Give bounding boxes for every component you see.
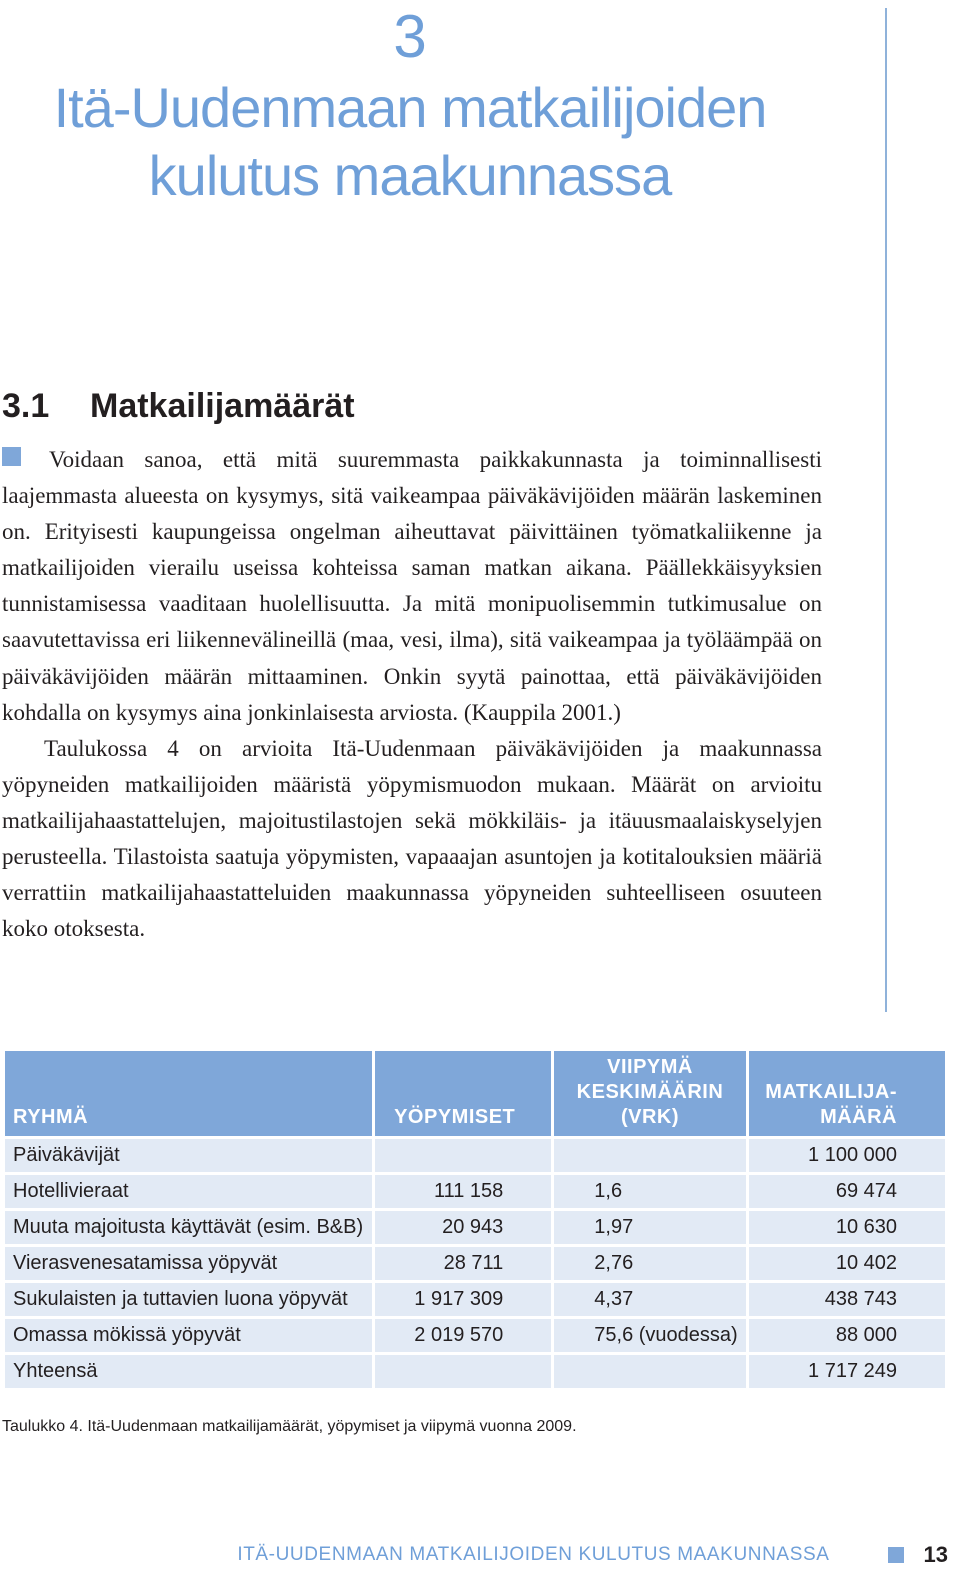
table-row (4, 1282, 947, 1318)
cell-stay: 1,97 (553, 1210, 747, 1246)
cell-count: 1 717 249 (747, 1354, 946, 1390)
cell-stay: 75,6 (vuodessa) (553, 1318, 747, 1354)
cell-count: 10 402 (747, 1246, 946, 1282)
paragraph (2, 442, 822, 731)
paragraph-text: Taulukossa 4 on arvioita Itä-Uudenmaan päiväkävijöiden ja maakunnassa yöpyneiden matkailijoiden määristä yöpymismuodon mukaan. Määrät on arvioitu matkailijahaastattelujen, majoitustilastojen sekä mökkiläis- ja itäuusmaalaiskyselyjen perusteella. Tilastoista saatuja yöpymisten, vapaaajan asuntojen ja kotitalouksien määriä verrattiin matkailijahaastatteluiden maakunnassa yöpyneiden suhteelliseen osuuteen koko otoksesta. (2, 735, 822, 942)
cell-count: 69 474 (747, 1174, 946, 1210)
cell-stay: 1,6 (553, 1174, 747, 1210)
header-stay: VIIPYMÄ KESKIMÄÄRIN (VRK) (553, 1050, 747, 1138)
cell-count: 1 100 000 (747, 1138, 946, 1174)
header-nights: YÖPYMISET (374, 1050, 553, 1138)
margin-rule (885, 8, 887, 1012)
section-heading (2, 384, 355, 428)
cell-group: Sukulaisten ja tuttavien luona yöpyvät (4, 1282, 374, 1318)
table-caption: Taulukko 4. Itä-Uudenmaan matkailijamäärät, yöpymiset ja viipymä vuonna 2009. (2, 1418, 577, 1435)
cell-nights: 111 158 (374, 1174, 553, 1210)
cell-group: Hotellivieraat (4, 1174, 374, 1210)
running-title: ITÄ-UUDENMAAN MATKAILIJOIDEN KULUTUS MAAKUNNASSA (237, 1544, 830, 1565)
table-row (4, 1246, 947, 1282)
cell-nights: 2 019 570 (374, 1318, 553, 1354)
cell-group: Päiväkävijät (4, 1138, 374, 1174)
chapter-title-line: kulutus maakunnassa (148, 144, 672, 207)
cell-nights: 20 943 (374, 1210, 553, 1246)
square-bullet-icon (2, 447, 21, 466)
cell-count: 10 630 (747, 1210, 946, 1246)
cell-group: Vierasvenesatamissa yöpyvät (4, 1246, 374, 1282)
paragraph (2, 731, 822, 948)
section-number: 3.1 (2, 387, 50, 425)
cell-stay (553, 1354, 747, 1390)
cell-group: Omassa mökissä yöpyvät (4, 1318, 374, 1354)
table-header-row (4, 1050, 947, 1138)
cell-stay: 2,76 (553, 1246, 747, 1282)
table-row-total (4, 1354, 947, 1390)
chapter-title-line: Itä-Uudenmaan matkailijoiden (53, 76, 767, 139)
chapter-number: 3 (393, 3, 427, 70)
header-count: MATKAILIJA-MÄÄRÄ (747, 1050, 946, 1138)
square-bullet-icon (888, 1547, 904, 1563)
section-title: Matkailijamäärät (90, 387, 355, 425)
cell-stay (553, 1138, 747, 1174)
cell-nights (374, 1354, 553, 1390)
table-row (4, 1210, 947, 1246)
table-row (4, 1174, 947, 1210)
cell-count: 438 743 (747, 1282, 946, 1318)
cell-group: Yhteensä (4, 1354, 374, 1390)
cell-group: Muuta majoitusta käyttävät (esim. B&B) (4, 1210, 374, 1246)
body-text (2, 442, 822, 947)
cell-nights: 28 711 (374, 1246, 553, 1282)
table-row (4, 1138, 947, 1174)
table-row (4, 1318, 947, 1354)
header-group: RYHMÄ (4, 1050, 374, 1138)
cell-stay: 4,37 (553, 1282, 747, 1318)
page-number: 13 (923, 1542, 948, 1567)
chapter-title (0, 74, 820, 210)
data-table (2, 1048, 948, 1391)
cell-count: 88 000 (747, 1318, 946, 1354)
paragraph-text: Voidaan sanoa, että mitä suuremmasta paikkakunnasta ja toiminnallisesti laajemmasta alueesta on kysymys, sitä vaikeampaa päiväkävijöiden määrän laskeminen on. Erityisesti kaupungeissa ongelman aiheuttavat päivittäinen työmatkaliikenne ja matkailijoiden vierailu useissa kohteissa saman matkan aikana. Päällekkäisyyksien tunnistamisessa vaaditaan huolellisuutta. Ja mitä monipuolisemmin tutkimusalue on saavutettavissa eri liikennevälineillä (maa, vesi, ilma), sitä vaikeampaa ja työläämpää on päiväkävijöiden määrän mittaaminen. Onkin syytä painottaa, että päiväkävijöiden kohdalla on kysymys aina jonkinlaisesta arviosta. (Kauppila 2001.) (2, 447, 822, 725)
cell-nights (374, 1138, 553, 1174)
page-footer (237, 1542, 948, 1568)
cell-nights: 1 917 309 (374, 1282, 553, 1318)
